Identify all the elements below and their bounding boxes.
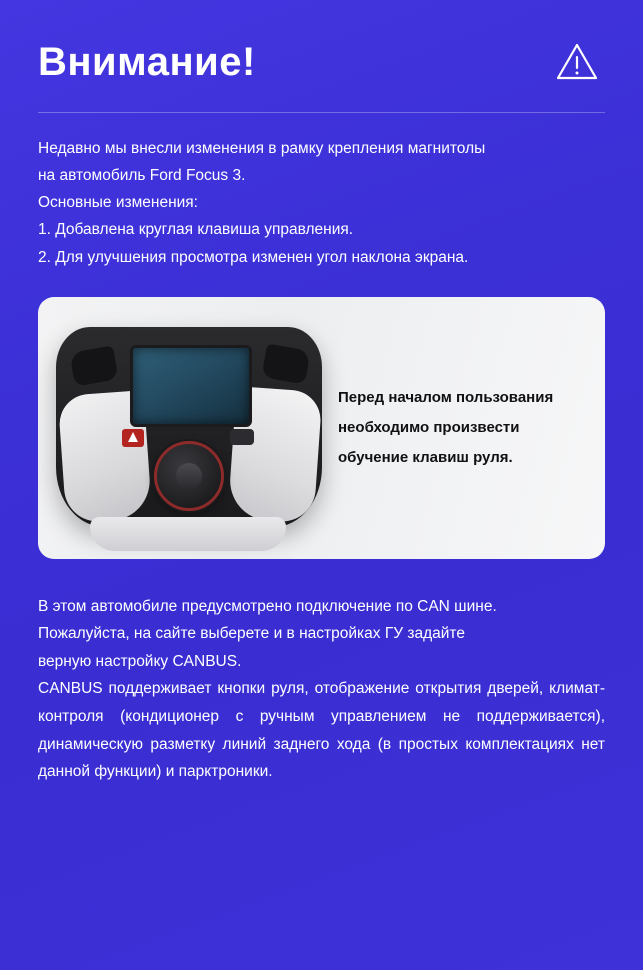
card-note-line-1: Перед началом пользования <box>338 388 554 406</box>
body-para1-line-3: верную настройку CANBUS. <box>38 652 242 670</box>
round-control-knob <box>154 441 224 511</box>
ford-focus-dashboard-photo <box>38 297 338 559</box>
head-unit-screen <box>130 345 252 427</box>
page-header <box>38 0 605 102</box>
body-text <box>38 593 605 786</box>
body-para1-line-1: В этом автомобиле предусмотрено подключение по CAN шине. <box>38 597 497 615</box>
card-note <box>338 383 579 473</box>
body-para1-line-2: Пожалуйста, на сайте выберете и в настройках ГУ задайте <box>38 625 465 643</box>
dashboard-base-trim <box>90 517 286 551</box>
page-title: Внимание! <box>38 40 256 84</box>
intro-text <box>38 135 605 271</box>
product-photo-card <box>38 297 605 559</box>
body-para2: CANBUS поддерживает кнопки руля, отображение открытия дверей, климат-контроля (кондиционер с ручным управлением не поддерживается), динамическую разметку линий заднего хода (в простых комплектациях нет данной функции) и парктроники. <box>38 680 605 781</box>
defrost-button-icon <box>230 429 254 445</box>
card-note-line-2: необходимо произвести <box>338 418 520 436</box>
warning-triangle-icon <box>555 40 599 84</box>
card-note-line-3: обучение клавиш руля. <box>338 448 513 466</box>
intro-line-3: Основные изменения: <box>38 194 198 212</box>
intro-line-2: на автомобиль Ford Focus 3. <box>38 167 246 185</box>
intro-line-5: 2. Для улучшения просмотра изменен угол наклона экрана. <box>38 248 469 266</box>
header-divider <box>38 112 605 113</box>
hazard-lights-icon <box>122 429 144 447</box>
intro-line-4: 1. Добавлена круглая клавиша управления. <box>38 221 354 239</box>
intro-line-1: Недавно мы внесли изменения в рамку крепления магнитолы <box>38 140 486 157</box>
